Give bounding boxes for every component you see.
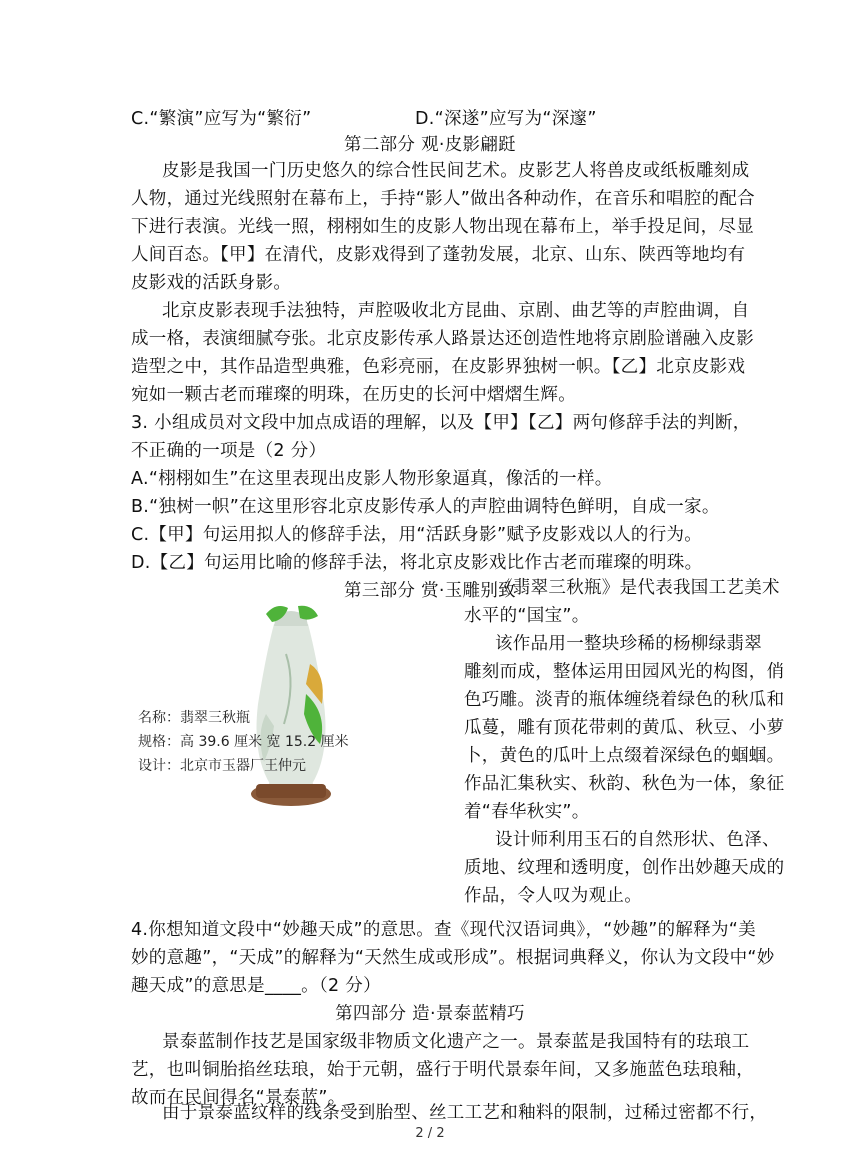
part3-text-line: 作品汇集秋实、秋韵、秋色为一体，象征 [464,774,785,794]
option-d: D.“深遂”应写为“深邃” [415,109,597,129]
question-3: 3. 小组成员对文段中加点成语的理解，以及【甲】【乙】两句修辞手法的判断， [131,413,751,433]
part2-p2-line: 成一格，表演细腻夸张。北京皮影传承人路景达还创造性地将京剧脸谱融入皮影 [131,329,754,349]
part3-text-line: 着“春华秋实”。 [464,802,590,822]
part4-p1-line: 故而在民间得名“景泰蓝”。 [131,1088,346,1108]
part3-text-line: 该作品用一整块珍稀的杨柳绿翡翠 [495,634,762,654]
choice-a: A.“栩栩如生”在这里表现出皮影人物形象逼真，像活的一样。 [131,469,613,489]
part3-text-line: 《翡翠三秋瓶》是代表我国工艺美术 [495,578,780,598]
caption-name: 名称：翡翠三秋瓶 [138,710,250,726]
part4-p1-line: 艺，也叫铜胎掐丝珐琅，始于元朝，盛行于明代景泰年间，又多施蓝色珐琅釉， [131,1060,754,1080]
part2-p1-line: 皮影戏的活跃身影。 [131,273,292,293]
page-number: 2 / 2 [415,1126,445,1141]
choice-d: D.【乙】句运用比喻的修辞手法，将北京皮影戏比作古老而璀璨的明珠。 [131,553,703,573]
part3-text-line: 作品，令人叹为观止。 [464,886,642,906]
part3-text-line: 雕刻而成，整体运用田园风光的构图，俏 [464,662,785,682]
part4-p2-line: 由于景泰蓝纹样的线条受到胎型、丝工工艺和釉料的限制，过稀过密都不行， [162,1103,768,1123]
part3-text-line: 色巧雕。淡青的瓶体缠绕着绿色的秋瓜和 [464,690,785,710]
part2-p1-line: 下进行表演。光线一照，栩栩如生的皮影人物出现在幕布上，举手投足间，尽显 [131,217,754,237]
part3-text-line: 卜，黄色的瓜叶上点缀着深绿色的蝈蝈。 [464,746,785,766]
part2-p1-line: 人物，通过光线照射在幕布上，手持“影人”做出各种动作，在音乐和唱腔的配合 [131,189,755,209]
part2-heading: 第二部分 观·皮影翩跹 [344,135,516,155]
part3-heading: 第三部分 赏·玉雕别致 [344,581,516,601]
part2-p2-line: 造型之中，其作品造型典雅，色彩亮丽，在皮影界独树一帜。【乙】北京皮影戏 [131,357,746,377]
part3-text-line: 瓜蔓，雕有顶花带刺的黄瓜、秋豆、小萝 [464,718,785,738]
part2-p1-line: 皮影是我国一门历史悠久的综合性民间艺术。皮影艺人将兽皮或纸板雕刻成 [162,161,750,181]
option-c: C.“繁演”应写为“繁衍” [131,109,312,129]
part4-p1-line: 景泰蓝制作技艺是国家级非物质文化遗产之一。景泰蓝是我国特有的珐琅工 [162,1032,750,1052]
caption-spec: 规格：高 39.6 厘米 宽 15.2 厘米 [138,734,349,750]
caption-design: 设计：北京市玉器厂王仲元 [138,758,306,774]
choice-b: B.“独树一帜”在这里形容北京皮影传承人的声腔曲调特色鲜明，自成一家。 [131,497,720,517]
jade-vase-image [236,594,346,816]
question-4: 4.你想知道文段中“妙趣天成”的意思。查《现代汉语词典》，“妙趣”的解释为“美 [131,920,756,940]
question-4: 趣天成”的意思是____。（2 分） [131,976,381,996]
question-4: 妙的意趣”，“天成”的解释为“天然生成或形成”。根据词典释义，你认为文段中“妙 [131,948,775,968]
part2-p2-line: 北京皮影表现手法独特，声腔吸收北方昆曲、京剧、曲艺等的声腔曲调，自 [162,301,750,321]
part3-text-line: 水平的“国宝”。 [464,606,590,626]
choice-c: C.【甲】句运用拟人的修辞手法，用“活跃身影”赋予皮影戏以人的行为。 [131,525,703,545]
part2-p1-line: 人间百态。【甲】在清代，皮影戏得到了蓬勃发展，北京、山东、陕西等地均有 [131,245,746,265]
question-3: 不正确的一项是（2 分） [131,441,327,461]
part3-text-line: 设计师利用玉石的自然形状、色泽、 [495,830,780,850]
part4-heading: 第四部分 造·景泰蓝精巧 [335,1004,525,1024]
part2-p2-line: 宛如一颗古老而璀璨的明珠，在历史的长河中熠熠生辉。 [131,385,576,405]
part3-text-line: 质地、纹理和透明度，创作出妙趣天成的 [464,858,785,878]
